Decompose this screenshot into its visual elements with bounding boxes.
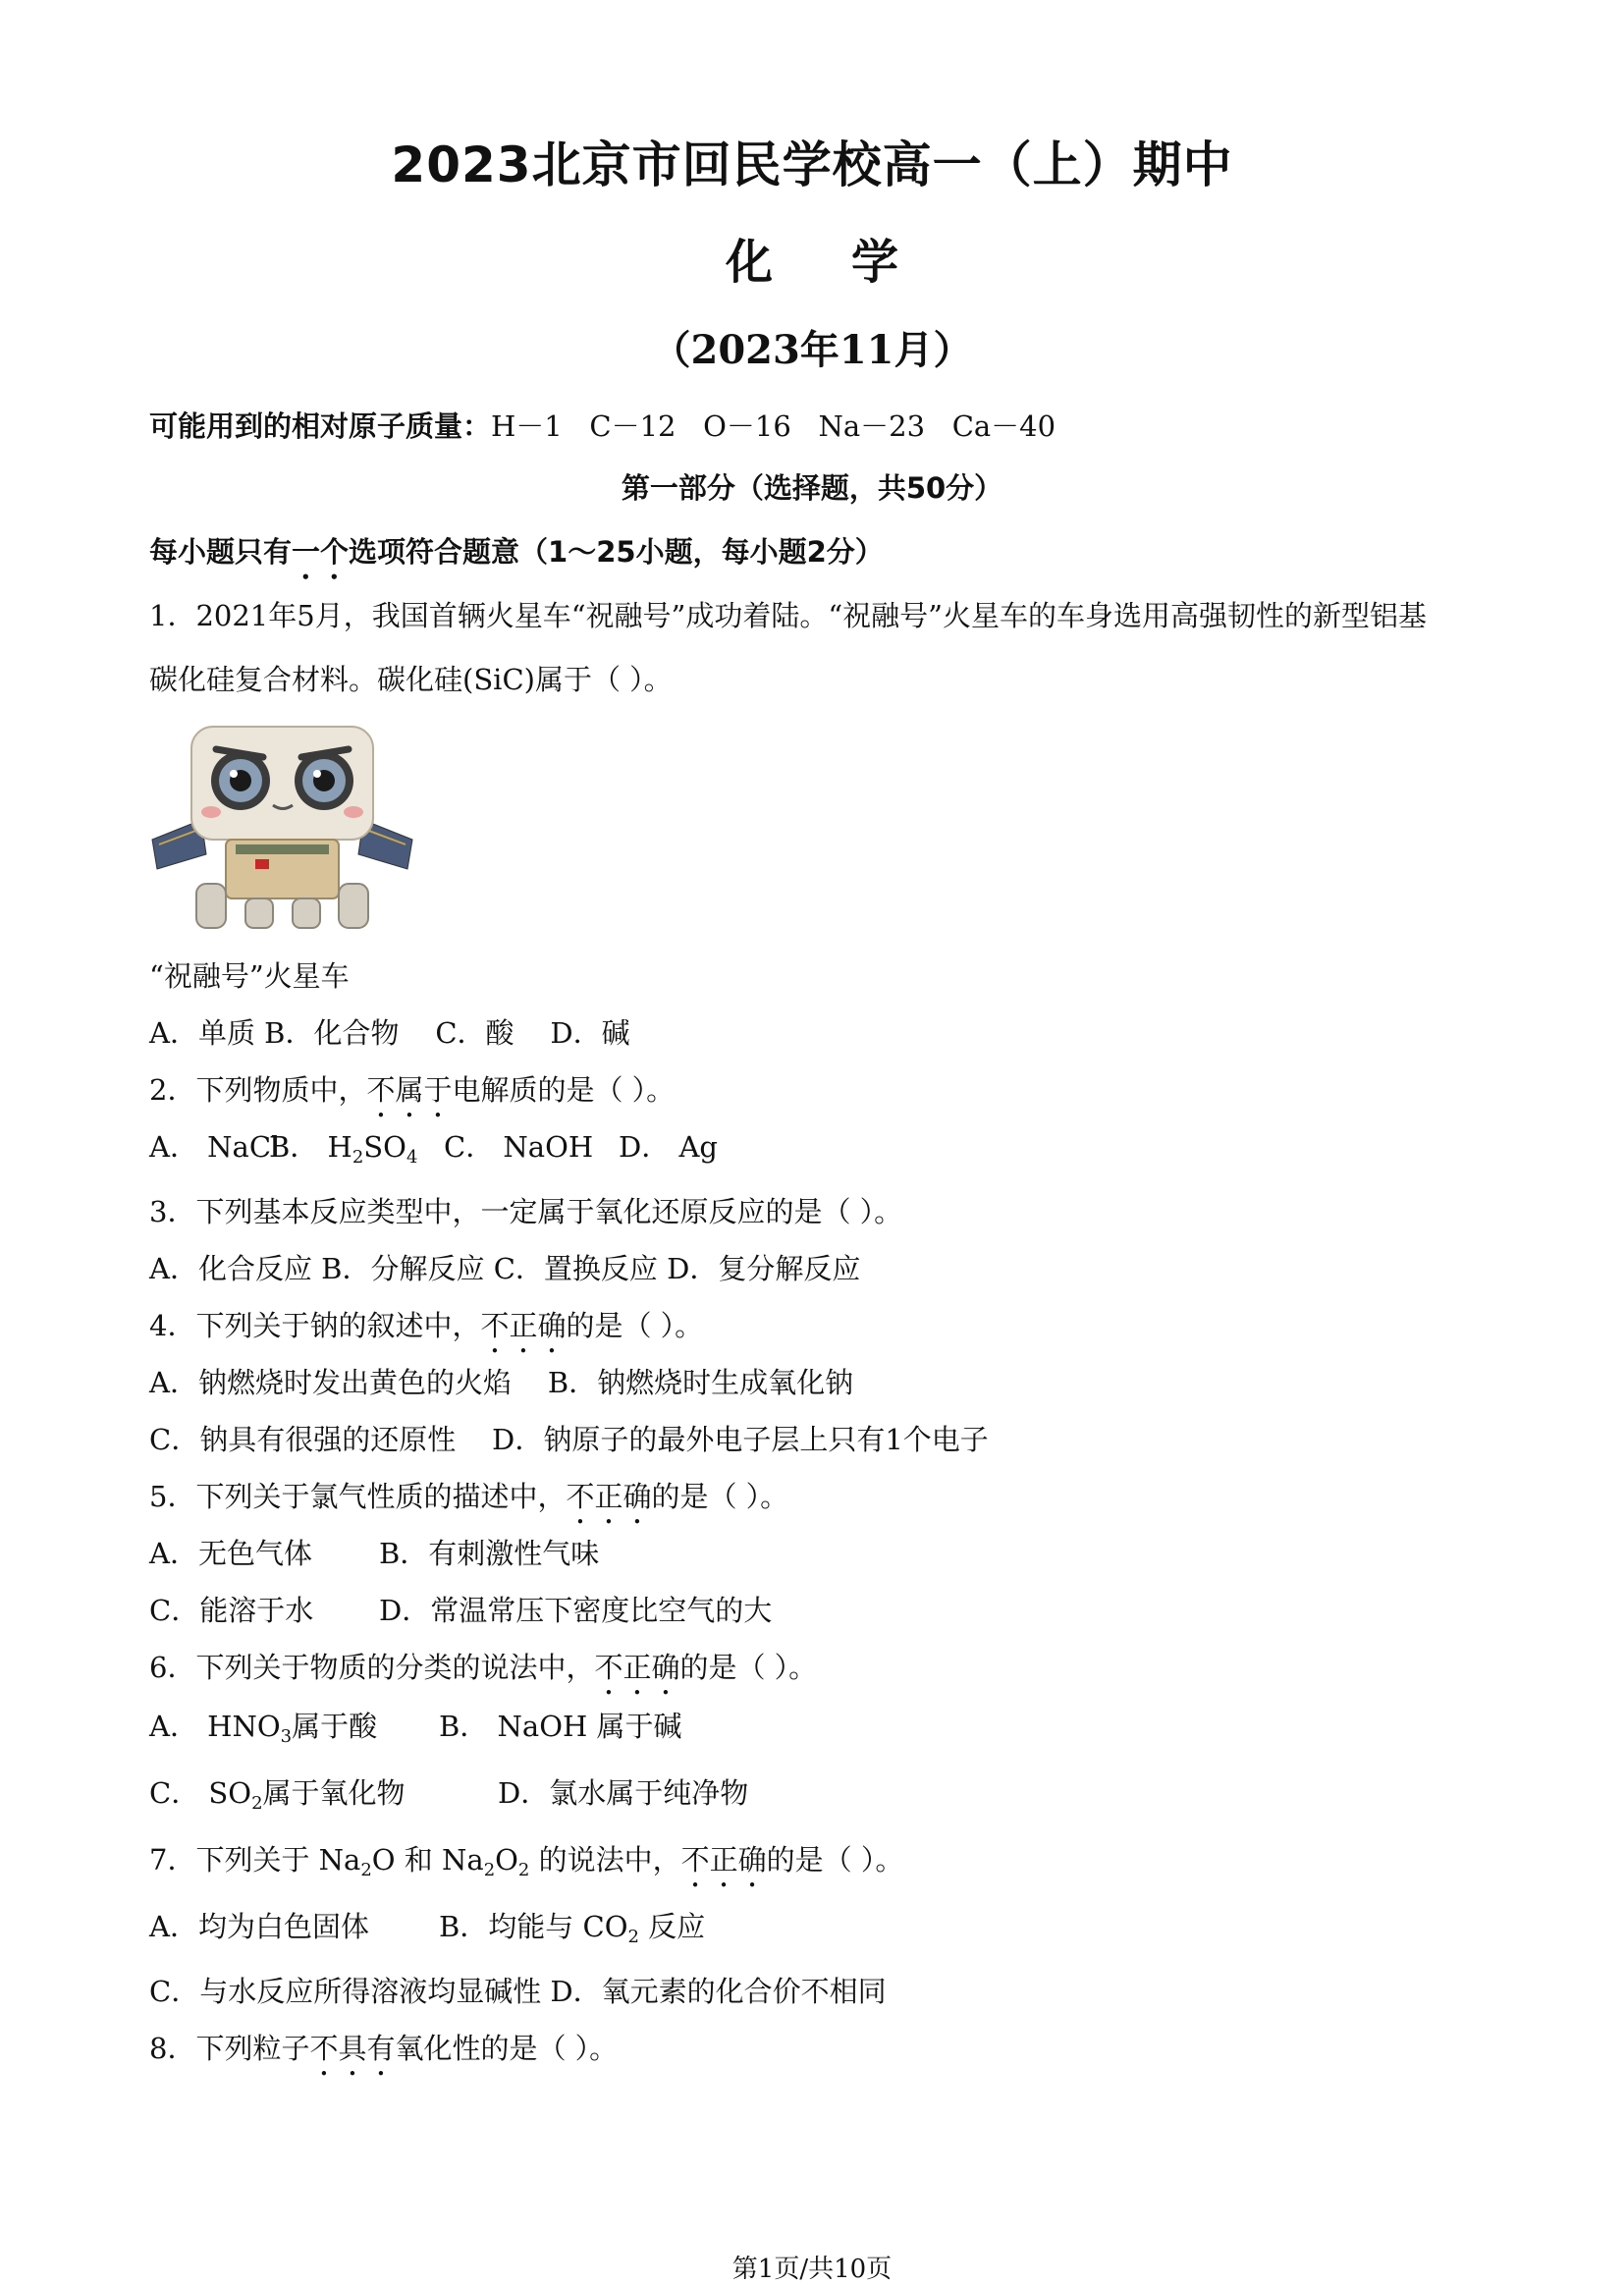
q5-option-d: D．常温常压下密度比空气的大: [379, 1594, 773, 1627]
q7-options-ab: [149, 1905, 705, 1947]
q6-option-d: D．氯水属于纯净物: [498, 1776, 749, 1810]
q4-stem: [149, 1304, 703, 1360]
q7-mid3: 的说法中，: [529, 1843, 681, 1877]
q2-stem: [149, 1068, 675, 1124]
section-title: 第一部分（选择题，共50分）: [621, 471, 1003, 505]
q4-stem-post: 的是（ ）。: [566, 1309, 704, 1342]
q6-option-a-pre: A． HNO: [149, 1710, 281, 1743]
q7-mid1: O 和 Na: [371, 1843, 484, 1877]
q6-stem-pre: 6．下列关于物质的分类的说法中，: [149, 1651, 595, 1684]
q2-option-d: D． Ag: [619, 1130, 718, 1164]
q5-stem-post: 的是（ ）。: [651, 1480, 789, 1513]
q5-stem-pre: 5．下列关于氯气性质的描述中，: [149, 1480, 567, 1513]
q6-stem-post: 的是（ ）。: [679, 1651, 818, 1684]
atomic-mass-label: 可能用到的相对原子质量：: [149, 409, 492, 443]
q7-stem: [149, 1838, 903, 1894]
q6-emphasis: 不正确: [594, 1651, 680, 1684]
q7-options-cd: C．与水反应所得溶液均显碱性 D．氧元素的化合价不相同: [149, 1975, 887, 2008]
q7-option-a: A．均为白色固体: [149, 1910, 369, 1943]
q8-emphasis: 不具有: [309, 2032, 396, 2065]
q6-option-c: [149, 1771, 498, 1814]
q2-options: [149, 1125, 718, 1168]
atomic-mass-values: H－1 C－12 O－16 Na－23 Ca－40: [491, 409, 1056, 443]
instruction-text-end: 选项符合题意（1～25小题，每小题2分）: [349, 535, 884, 569]
q4-options-cd: C．钠具有很强的还原性 D．钠原子的最外电子层上只有1个电子: [149, 1423, 989, 1456]
q6-option-c-post: 属于氧化物: [262, 1776, 406, 1810]
q3-stem: 3．下列基本反应类型中，一定属于氧化还原反应的是（ ）。: [149, 1195, 903, 1228]
section-instruction: [149, 530, 884, 586]
q6-option-c-pre: C． SO: [149, 1776, 252, 1810]
q7-option-b: [439, 1905, 705, 1947]
q7-sub2: 2: [483, 1860, 496, 1880]
q4-emphasis: 不正确: [480, 1309, 567, 1342]
q7-stem-post: 的是（ ）。: [766, 1843, 904, 1877]
q8-stem-pre: 8．下列粒子: [149, 2032, 310, 2065]
q3-options: A．化合反应 B．分解反应 C．置换反应 D．复分解反应: [149, 1252, 861, 1285]
q7-sub3: 2: [517, 1860, 530, 1880]
q1-stem-line2: 碳化硅复合材料。碳化硅(SiC)属于（ ）。: [149, 663, 673, 696]
q7-stem-pre: 7．下列关于 Na: [149, 1843, 361, 1877]
q2-option-b: [269, 1125, 444, 1168]
q2-stem-post: 电解质的是（ ）。: [452, 1073, 676, 1107]
zhurong-rover-image: [147, 722, 417, 933]
q6-option-c-sub: 2: [251, 1793, 263, 1814]
page-title: 2023北京市回民学校高一（上）期中: [391, 136, 1233, 193]
q2-option-a: A． NaCl: [149, 1130, 281, 1164]
q5-options-ab: [149, 1532, 599, 1572]
q8-stem-post: 氧化性的是（ ）。: [395, 2032, 619, 2065]
q2-emphasis: 不属于: [366, 1073, 453, 1107]
q4-stem-pre: 4．下列关于钠的叙述中，: [149, 1309, 481, 1342]
q7-option-b-pre: B．均能与 CO: [439, 1910, 628, 1943]
q7-mid2: O: [495, 1843, 518, 1877]
q7-emphasis: 不正确: [680, 1843, 767, 1877]
q1-stem-line1: 1．2021年5月，我国首辆火星车“祝融号”成功着陆。“祝融号”火星车的车身选用高强韧性的新型铝基: [149, 599, 1428, 632]
q2-option-b-sub2: 4: [406, 1147, 418, 1168]
atomic-mass-line: [149, 405, 1056, 445]
q2-option-b-sub1: 2: [352, 1147, 364, 1168]
q5-options-cd: [149, 1589, 772, 1629]
q7-option-b-sub: 2: [627, 1927, 639, 1947]
q5-emphasis: 不正确: [566, 1480, 652, 1513]
instruction-emphasis: 一个: [292, 535, 350, 569]
q2-option-c: C． NaOH: [444, 1130, 594, 1164]
q1-options: A．单质 B．化合物 C．酸 D．碱: [149, 1016, 630, 1050]
q6-option-a-sub: 3: [280, 1726, 293, 1747]
q7-sub1: 2: [360, 1860, 372, 1880]
instruction-text: 每小题只有: [149, 535, 293, 569]
q5-option-c: C．能溶于水: [149, 1594, 314, 1627]
q1-image-caption: “祝融号”火星车: [149, 959, 350, 993]
exam-date: （2023年11月）: [651, 327, 973, 373]
q5-option-a: A．无色气体: [149, 1537, 312, 1570]
subject-title: 化学: [725, 235, 977, 290]
q6-option-b: B． NaOH 属于碱: [439, 1710, 682, 1743]
q7-option-b-post: 反应: [638, 1910, 706, 1943]
q6-option-a-post: 属于酸: [292, 1710, 378, 1743]
q2-stem-pre: 2．下列物质中，: [149, 1073, 367, 1107]
q4-options-ab: A．钠燃烧时发出黄色的火焰 B．钠燃烧时生成氧化钠: [149, 1366, 854, 1399]
q5-stem: [149, 1475, 788, 1531]
q6-options-cd: [149, 1771, 748, 1814]
q2-option-b-h: B． H: [269, 1130, 352, 1164]
q6-options-ab: [149, 1705, 681, 1747]
page-footer: 第1页/共10页: [731, 2255, 893, 2284]
q2-option-b-so: SO: [363, 1130, 406, 1164]
q8-stem: [149, 2027, 618, 2083]
q5-option-b: B．有刺激性气味: [379, 1537, 600, 1570]
q6-stem: [149, 1646, 817, 1702]
q6-option-a: [149, 1705, 439, 1747]
